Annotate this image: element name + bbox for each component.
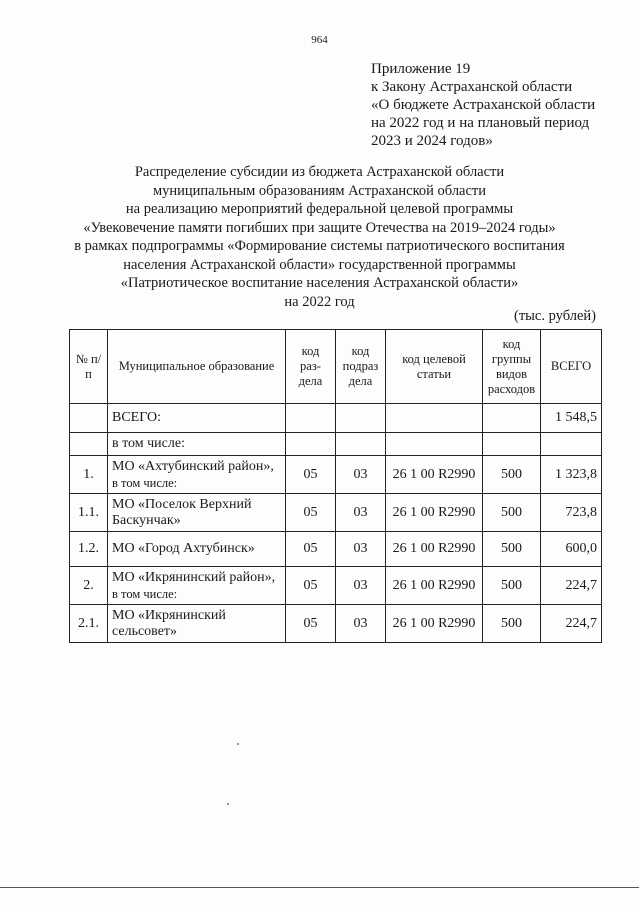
scan-speck	[237, 743, 239, 745]
title-line: «Увековечение памяти погибших при защите Отечества на 2019–2024 годы»	[83, 219, 556, 236]
row-name: МО «Икрянинский сельсовет»	[108, 605, 286, 643]
including-label: в том числе:	[108, 433, 286, 456]
row-num: 1.	[70, 456, 108, 494]
page-number: 964	[311, 34, 328, 46]
header-section: код раз-дела	[286, 330, 336, 404]
row-group: 500	[483, 494, 541, 532]
row-municipality	[108, 567, 286, 605]
row-section: 05	[286, 494, 336, 532]
row-target: 26 1 00 R2990	[386, 605, 483, 643]
title-line: населения Астраханской области» государственной программы	[123, 256, 516, 273]
row-subsection: 03	[336, 567, 386, 605]
header-municipality: Муниципальное образование	[108, 330, 286, 404]
row-target: 26 1 00 R2990	[386, 494, 483, 532]
title-line: муниципальным образованиям Астраханской области	[152, 182, 487, 199]
table-row	[70, 456, 602, 494]
row-municipality	[108, 456, 286, 494]
row-subsection: 03	[336, 605, 386, 643]
title-line: Распределение субсидии из бюджета Астраханской области	[134, 164, 505, 180]
row-name: МО «Город Ахтубинск»	[108, 532, 286, 567]
table-row	[70, 532, 602, 567]
appendix-line: к Закону Астраханской области	[371, 79, 573, 95]
row-total: 1 323,8	[541, 456, 602, 494]
row-total: 723,8	[541, 494, 602, 532]
row-subsection: 03	[336, 456, 386, 494]
units-label: (тыс. рублей)	[514, 308, 596, 324]
row-name: МО «Икрянинский район»,	[112, 569, 276, 585]
row-target: 26 1 00 R2990	[386, 567, 483, 605]
total-label: ВСЕГО:	[108, 404, 286, 433]
header-total: ВСЕГО	[541, 330, 602, 404]
row-sub: в том числе:	[112, 475, 178, 490]
row-total: 224,7	[541, 605, 602, 643]
table-header-row	[70, 330, 602, 404]
row-target: 26 1 00 R2990	[386, 532, 483, 567]
header-expense-group: код группы видов расходов	[483, 330, 541, 404]
row-group: 500	[483, 456, 541, 494]
title-line: «Патриотическое воспитание населения Астраханской области»	[120, 275, 519, 291]
row-total: 224,7	[541, 567, 602, 605]
row-section: 05	[286, 605, 336, 643]
row-num: 1.1.	[70, 494, 108, 532]
row-sub: в том числе:	[112, 586, 178, 601]
table-row-total	[70, 404, 602, 433]
appendix-line: «О бюджете Астраханской области	[371, 97, 596, 113]
document-title	[40, 163, 599, 311]
table-row	[70, 567, 602, 605]
title-line: в рамках подпрограммы «Формирование системы патриотического воспитания	[74, 238, 565, 254]
row-section: 05	[286, 532, 336, 567]
appendix-line: на 2022 год и на плановый период	[371, 115, 590, 131]
appendix-line: 2023 и 2024 годов»	[371, 133, 493, 149]
row-total: 600,0	[541, 532, 602, 567]
scan-speck	[227, 803, 229, 805]
row-subsection: 03	[336, 494, 386, 532]
table-row-including	[70, 433, 602, 456]
row-target: 26 1 00 R2990	[386, 456, 483, 494]
total-value: 1 548,5	[541, 404, 602, 433]
table-row	[70, 494, 602, 532]
row-section: 05	[286, 456, 336, 494]
table-row	[70, 605, 602, 643]
row-group: 500	[483, 532, 541, 567]
header-subsection: код подраз дела	[336, 330, 386, 404]
row-group: 500	[483, 567, 541, 605]
row-num: 2.	[70, 567, 108, 605]
row-section: 05	[286, 567, 336, 605]
row-name: МО «Ахтубинский район»,	[112, 458, 274, 474]
appendix-line: Приложение 19	[371, 61, 471, 77]
header-target: код целевой статьи	[386, 330, 483, 404]
title-line: на 2022 год	[284, 293, 355, 310]
row-subsection: 03	[336, 532, 386, 567]
row-group: 500	[483, 605, 541, 643]
scan-bottom-edge	[0, 887, 639, 888]
appendix-header	[371, 60, 621, 150]
row-num: 2.1.	[70, 605, 108, 643]
title-line: на реализацию мероприятий федеральной целевой программы	[125, 201, 514, 217]
subsidy-table	[69, 329, 602, 643]
row-name: МО «Поселок Верхний Баскунчак»	[108, 494, 286, 532]
row-num: 1.2.	[70, 532, 108, 567]
header-num: № п/п	[70, 330, 108, 404]
